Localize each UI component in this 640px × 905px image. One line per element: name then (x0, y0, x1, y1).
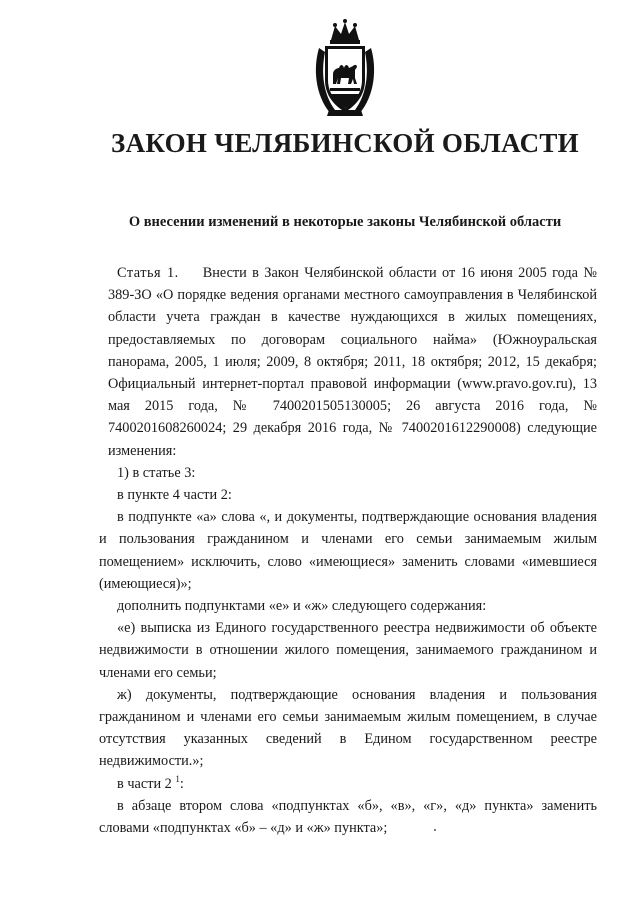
article-text: Внести в Закон Челябинской области от 16 июня 2005 года № 389-ЗО «О порядке ведения органами местного самоуправления в Челябинской области учета граждан в качестве нуждающихся в жилых помещениях, предоставляемых по договорам социального найма» (Южноуральская панорама, 2005, 1 июля; 2009, 8 октября; 2011, 18 октября; 2012, 15 декабря; Официальный интернет-портал правовой информации (www.pravo.gov.ru), 13 мая 2015 года, № 7400201505130005; 26 августа 2016 года, № 7400201608260024; 29 декабря 2016 года, № 7400201612290008) следующие изменения: (108, 265, 597, 459)
part-2-superscript: 1 (175, 773, 180, 784)
subpoint-zh-paragraph: ж) документы, подтверждающие основания владения и пользования гражданином и членами его семьи занимаемым жилым помещением, в случае отсутствия указанных сведений в Едином государственном реестре недвижимости.»; (99, 686, 597, 770)
paragraph-2-line: в абзаце втором слова «подпунктах «б», «в», «г», «д» пункта» заменить словами «подпунктах «б» – «д» и «ж» пункта»; (99, 797, 597, 837)
article-1-paragraph (108, 262, 597, 462)
add-subpoints-line: дополнить подпунктами «е» и «ж» следующего содержания: (117, 598, 487, 615)
subpoint-a-paragraph: в подпункте «а» слова «, и документы, подтверждающие основания владения и пользования гражданином и членами его семьи занимаемым жилым помещением» исключить, слово «имеющиеся» заменить словами «имевшиеся (имеющиеся)»; (99, 509, 597, 592)
subpoint-e-paragraph: «е) выписка из Единого государственного реестра недвижимости об объекте недвижимости в отношении жилого помещения, занимаемого гражданином и членами его семьи; (99, 620, 597, 681)
item-1: 1) в статье 3: (117, 464, 196, 481)
part-2-colon: : (179, 775, 184, 792)
part-2-text: в части 2 (117, 775, 172, 792)
law-title: ЗАКОН ЧЕЛЯБИНСКОЙ ОБЛАСТИ (111, 128, 579, 158)
coat-of-arms-icon (311, 18, 379, 120)
law-body (99, 262, 597, 839)
law-subtitle: О внесении изменений в некоторые законы Челябинской области (128, 214, 562, 230)
scan-speck (434, 829, 436, 831)
part-2-1-line (117, 773, 597, 795)
point-4-line: в пункте 4 части 2: (117, 487, 232, 504)
article-label: Статья 1. (117, 265, 179, 281)
